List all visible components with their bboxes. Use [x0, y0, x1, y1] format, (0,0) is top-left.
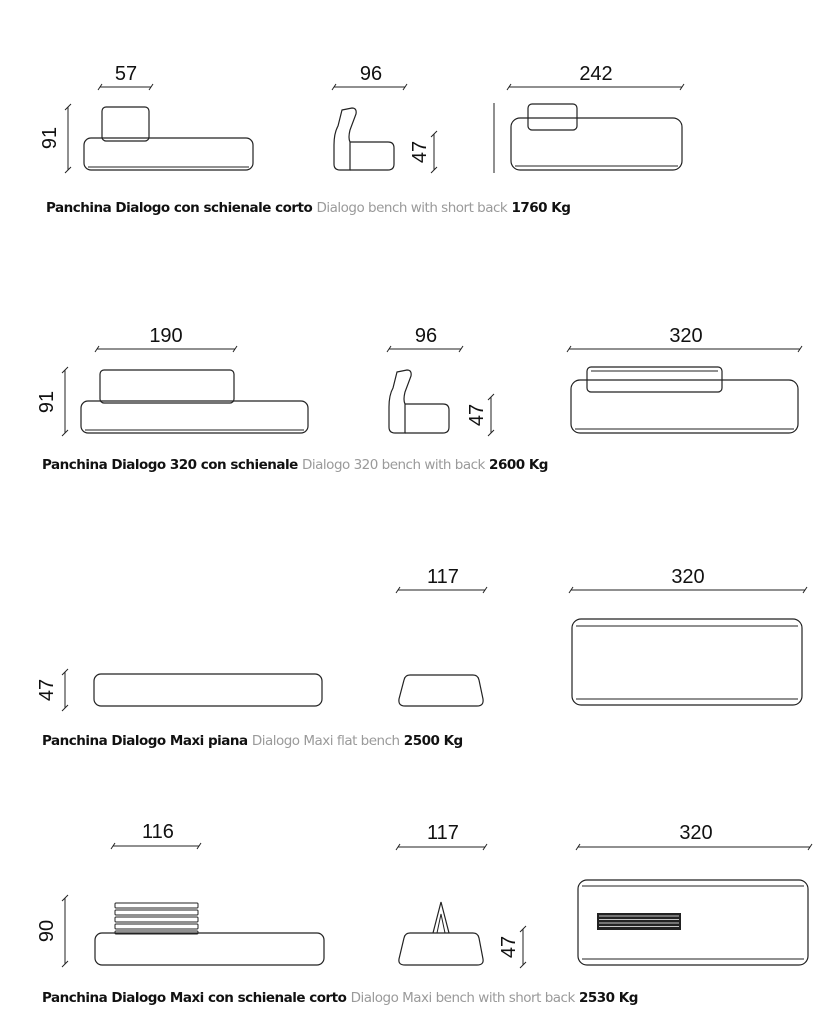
row-2-plan-view: [567, 325, 802, 433]
row-1-caption-weight: 1760 Kg: [511, 200, 571, 216]
row-3-side-depth-label: 117: [427, 566, 459, 588]
row-2-caption-weight: 2600 Kg: [489, 457, 548, 473]
row-4-side-height-label: 47: [498, 935, 520, 959]
row-3-drawings: [36, 566, 807, 711]
row-4-side-view: [396, 822, 526, 968]
row-1-caption-en: Dialogo bench with short back: [316, 200, 508, 216]
row-1-caption-it: Panchina Dialogo con schienale corto: [46, 200, 313, 216]
row-3-caption: [42, 733, 463, 749]
row-4-front-height-label: 90: [36, 919, 58, 943]
row-2-front-width-label: 190: [149, 325, 183, 347]
row-4-slatted-backrest: [115, 903, 198, 934]
row-2-side-view: [387, 325, 494, 436]
row-1-side-height-label: 47: [409, 140, 431, 164]
row-3-caption-weight: 2500 Kg: [403, 733, 463, 749]
row-4-plan-view: [576, 822, 812, 965]
row-4-front-view: [36, 821, 324, 967]
row-3-front-view: [36, 669, 322, 711]
row-2-caption: [42, 457, 548, 473]
row-1-plan-width-label: 242: [579, 63, 613, 85]
row-3-side-view: [396, 566, 487, 706]
row-4-caption-en: Dialogo Maxi bench with short back: [350, 990, 575, 1006]
row-1-caption: [46, 200, 570, 216]
row-2-side-height-label: 47: [466, 403, 488, 427]
row-2-side-depth-label: 96: [414, 325, 438, 347]
row-4-front-width-label: 116: [142, 821, 174, 843]
row-2-caption-en: Dialogo 320 bench with back: [302, 457, 485, 473]
row-2-front-view: [36, 325, 308, 436]
row-4-caption-it: Panchina Dialogo Maxi con schienale corto: [42, 990, 347, 1006]
row-4-plan-slats: [597, 913, 681, 930]
row-3-front-height-label: 47: [36, 678, 58, 702]
row-4-caption-weight: 2530 Kg: [578, 990, 638, 1006]
row-4-side-depth-label: 117: [427, 822, 459, 844]
row-3-plan-view: [569, 566, 807, 705]
row-2-plan-width-label: 320: [669, 325, 703, 347]
row-4-caption: [42, 990, 638, 1006]
row-2-front-height-label: 91: [36, 390, 58, 414]
row-1-side-view: [332, 63, 437, 173]
row-1-drawings: [39, 63, 684, 173]
row-1-plan-view: [494, 63, 684, 173]
row-4-drawings: [36, 821, 812, 968]
row-2-caption-it: Panchina Dialogo 320 con schienale: [42, 457, 298, 473]
row-1-front-view: [39, 63, 253, 173]
row-3-plan-width-label: 320: [671, 566, 705, 588]
row-1-front-height-label: 91: [39, 126, 61, 150]
row-3-caption-it: Panchina Dialogo Maxi piana: [42, 733, 248, 749]
row-1-side-depth-label: 96: [359, 63, 383, 85]
row-1-front-width-label: 57: [114, 63, 138, 85]
row-2-drawings: [36, 325, 802, 436]
row-4-plan-width-label: 320: [679, 822, 713, 844]
row-3-caption-en: Dialogo Maxi flat bench: [251, 733, 400, 749]
